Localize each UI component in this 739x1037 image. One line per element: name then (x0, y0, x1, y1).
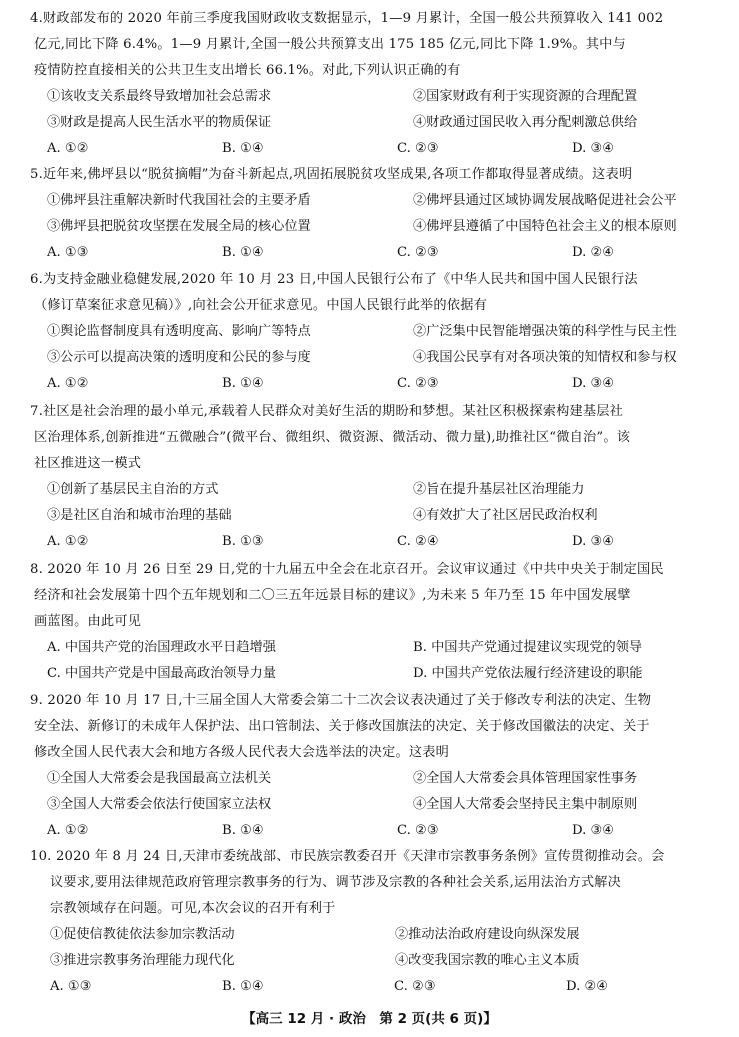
choice-c: C. ②③ (397, 141, 439, 156)
choice-b: B. ①③ (222, 534, 264, 549)
statement-row (30, 188, 716, 214)
question-8 (30, 557, 716, 687)
choices-row (30, 818, 716, 844)
choices-row (30, 240, 716, 266)
choice-d: D. 中国共产党依法履行经济建设的职能 (413, 666, 643, 681)
question-stem-line: 5.近年来,佛坪县以“脱贫摘帽”为奋斗新起点,巩固拓展脱贫攻坚成果,各项工作都取得显著成绩。这表明 (30, 167, 633, 182)
choice-a: A. ①② (47, 534, 89, 549)
choice-c: C. ②④ (397, 534, 439, 549)
statement: ①舆论监督制度具有透明度高、影响广等特点 (47, 324, 311, 339)
statement: ①促使信教徒依法参加宗教活动 (50, 927, 235, 942)
options-row (30, 635, 716, 661)
question-7 (30, 399, 716, 555)
question-stem-line: 宗教领域存在问题。可见,本次会议的召开有利于 (50, 901, 336, 916)
choice-b: B. ①④ (222, 141, 264, 156)
page-footer: 【高三 12 月 · 政治 第 2 页(共 6 页)】 (242, 1011, 497, 1027)
statement-row (30, 477, 716, 503)
choice-c: C. ②③ (397, 823, 439, 838)
question-9 (30, 688, 716, 844)
statement: ④有效扩大了社区居民政治权利 (413, 508, 598, 523)
question-stem-line: 画蓝图。由此可见 (34, 614, 142, 629)
statement: ②广泛集中民智能增强决策的科学性与民主性 (413, 324, 677, 339)
choice-d: D. ③④ (572, 376, 615, 391)
statement: ④财政通过国民收入再分配刺激总供给 (413, 115, 638, 130)
choice-c: C. ②③ (394, 979, 436, 994)
statement-row (30, 792, 716, 818)
choice-a: A. ①② (47, 376, 89, 391)
choice-d: D. ③④ (572, 534, 615, 549)
question-stem-line: 7.社区是社会治理的最小单元,承载着人民群众对美好生活的期盼和梦想。某社区积极探索构建基层社 (30, 404, 624, 419)
choice-c: C. 中国共产党是中国最高政治领导力量 (47, 666, 277, 681)
choice-c: C. ②③ (397, 376, 439, 391)
choice-b: B. ①④ (222, 376, 264, 391)
question-stem-line: 修改全国人民代表大会和地方各级人民代表大会选举法的决定。这表明 (34, 745, 450, 760)
statement: ③佛坪县把脱贫攻坚摆在发展全局的核心位置 (47, 219, 311, 234)
question-stem-line: 安全法、新修订的未成年人保护法、出口管制法、关于修改国旗法的决定、关于修改国徽法的决定、关于 (34, 719, 650, 734)
statement-row (30, 84, 716, 110)
choice-a: A. ①② (47, 823, 89, 838)
choice-b: B. ①④ (222, 823, 264, 838)
statement: ④改变我国宗教的唯心主义本质 (395, 953, 580, 968)
options-row (30, 661, 716, 687)
statement: ②全国人大常委会具体管理国家性事务 (413, 771, 638, 786)
choice-d: D. ②④ (566, 979, 609, 994)
statement-row (30, 110, 716, 136)
statement: ④我国公民享有对各项决策的知情权和参与权 (413, 350, 677, 365)
statement: ④全国人大常委会坚持民主集中制原则 (413, 797, 638, 812)
choices-row (30, 371, 716, 397)
choices-row (30, 974, 716, 1000)
question-stem-line: 区治理体系,创新推进“五微融合”(微平台、微组织、微资源、微活动、微力量),助推社区“微自治”。该 (34, 430, 631, 445)
statement-row (30, 503, 716, 529)
statement-row (30, 948, 716, 974)
choice-a: A. ①③ (50, 979, 92, 994)
statement: ②佛坪县通过区域协调发展战略促进社会公平 (413, 193, 677, 208)
statement: ③公示可以提高决策的透明度和公民的参与度 (47, 350, 311, 365)
choice-d: D. ②④ (572, 245, 615, 260)
statement: ③全国人大常委会依法行使国家立法权 (47, 797, 272, 812)
statement: ②推动法治政府建设向纵深发展 (395, 927, 580, 942)
statement-row (30, 766, 716, 792)
choice-c: C. ②③ (397, 245, 439, 260)
statement-row (30, 922, 716, 948)
choice-a: A. ①② (47, 141, 89, 156)
statement: ②旨在提升基层社区治理能力 (413, 482, 585, 497)
question-5 (30, 162, 716, 266)
statement: ①佛坪县注重解决新时代我国社会的主要矛盾 (47, 193, 311, 208)
choice-b: B. ①④ (222, 979, 264, 994)
statement: ②国家财政有利于实现资源的合理配置 (413, 89, 638, 104)
choice-b: B. 中国共产党通过提建议实现党的领导 (413, 640, 643, 655)
choice-d: D. ③④ (572, 141, 615, 156)
choice-b: B. ①④ (222, 245, 264, 260)
question-stem-line: 9. 2020 年 10 月 17 日,十三届全国人大常委会第二十二次会议表决通过了关于修改专利法的决定、生物 (30, 693, 652, 708)
statement: ①全国人大常委会是我国最高立法机关 (47, 771, 272, 786)
statement-row (30, 214, 716, 240)
statement-row (30, 345, 716, 371)
question-stem-line: 4.财政部发布的 2020 年前三季度我国财政收支数据显示，1—9 月累计，全国一般公共预算收入 141 002 (30, 11, 664, 26)
question-stem-line: 8. 2020 年 10 月 26 日至 29 日,党的十九届五中全会在北京召开。会议审议通过《中共中央关于制定国民 (30, 562, 664, 577)
choice-a: A. 中国共产党的治国理政水平日趋增强 (47, 640, 276, 655)
question-stem-line: （修订草案征求意见稿）》,向社会公开征求意见。中国人民银行此举的依据有 (34, 298, 487, 313)
question-stem-line: 亿元,同比下降 6.4%。1—9 月累计,全国一般公共预算支出 175 185 亿元,同比下降 1.9%。其中与 (34, 37, 626, 52)
statement: ③是社区自治和城市治理的基础 (47, 508, 232, 523)
question-stem-line: 社区推进这一模式 (34, 456, 142, 471)
statement: ③财政是提高人民生活水平的物质保证 (47, 115, 272, 130)
question-stem-line: 经济和社会发展第十四个五年规划和二〇三五年远景目标的建议》,为未来 5 年乃至 15 年中国发展擘 (34, 588, 631, 603)
question-10 (30, 844, 716, 1000)
statement: ④佛坪县遵循了中国特色社会主义的根本原则 (413, 219, 677, 234)
question-stem-line: 10. 2020 年 8 月 24 日,天津市委统战部、市民族宗教委召开《天津市宗教事务条例》宣传贯彻推动会。会 (30, 849, 665, 864)
question-4 (30, 6, 716, 162)
question-stem-line: 疫情防控直接相关的公共卫生支出增长 66.1%。对此,下列认识正确的有 (34, 63, 461, 78)
statement: ③推进宗教事务治理能力现代化 (50, 953, 235, 968)
statement: ①创新了基层民主自治的方式 (47, 482, 219, 497)
question-stem-line: 6.为支持金融业稳健发展,2020 年 10 月 23 日,中国人民银行公布了《中华人民共和国中国人民银行法 (30, 272, 638, 287)
question-6 (30, 267, 716, 397)
statement-row (30, 319, 716, 345)
choices-row (30, 529, 716, 555)
statement: ①该收支关系最终导致增加社会总需求 (47, 89, 272, 104)
choice-a: A. ①③ (47, 245, 89, 260)
choices-row (30, 136, 716, 162)
question-stem-line: 议要求,要用法律规范政府管理宗教事务的行为、调节涉及宗教的各种社会关系,运用法治方式解决 (50, 875, 622, 890)
choice-d: D. ③④ (572, 823, 615, 838)
